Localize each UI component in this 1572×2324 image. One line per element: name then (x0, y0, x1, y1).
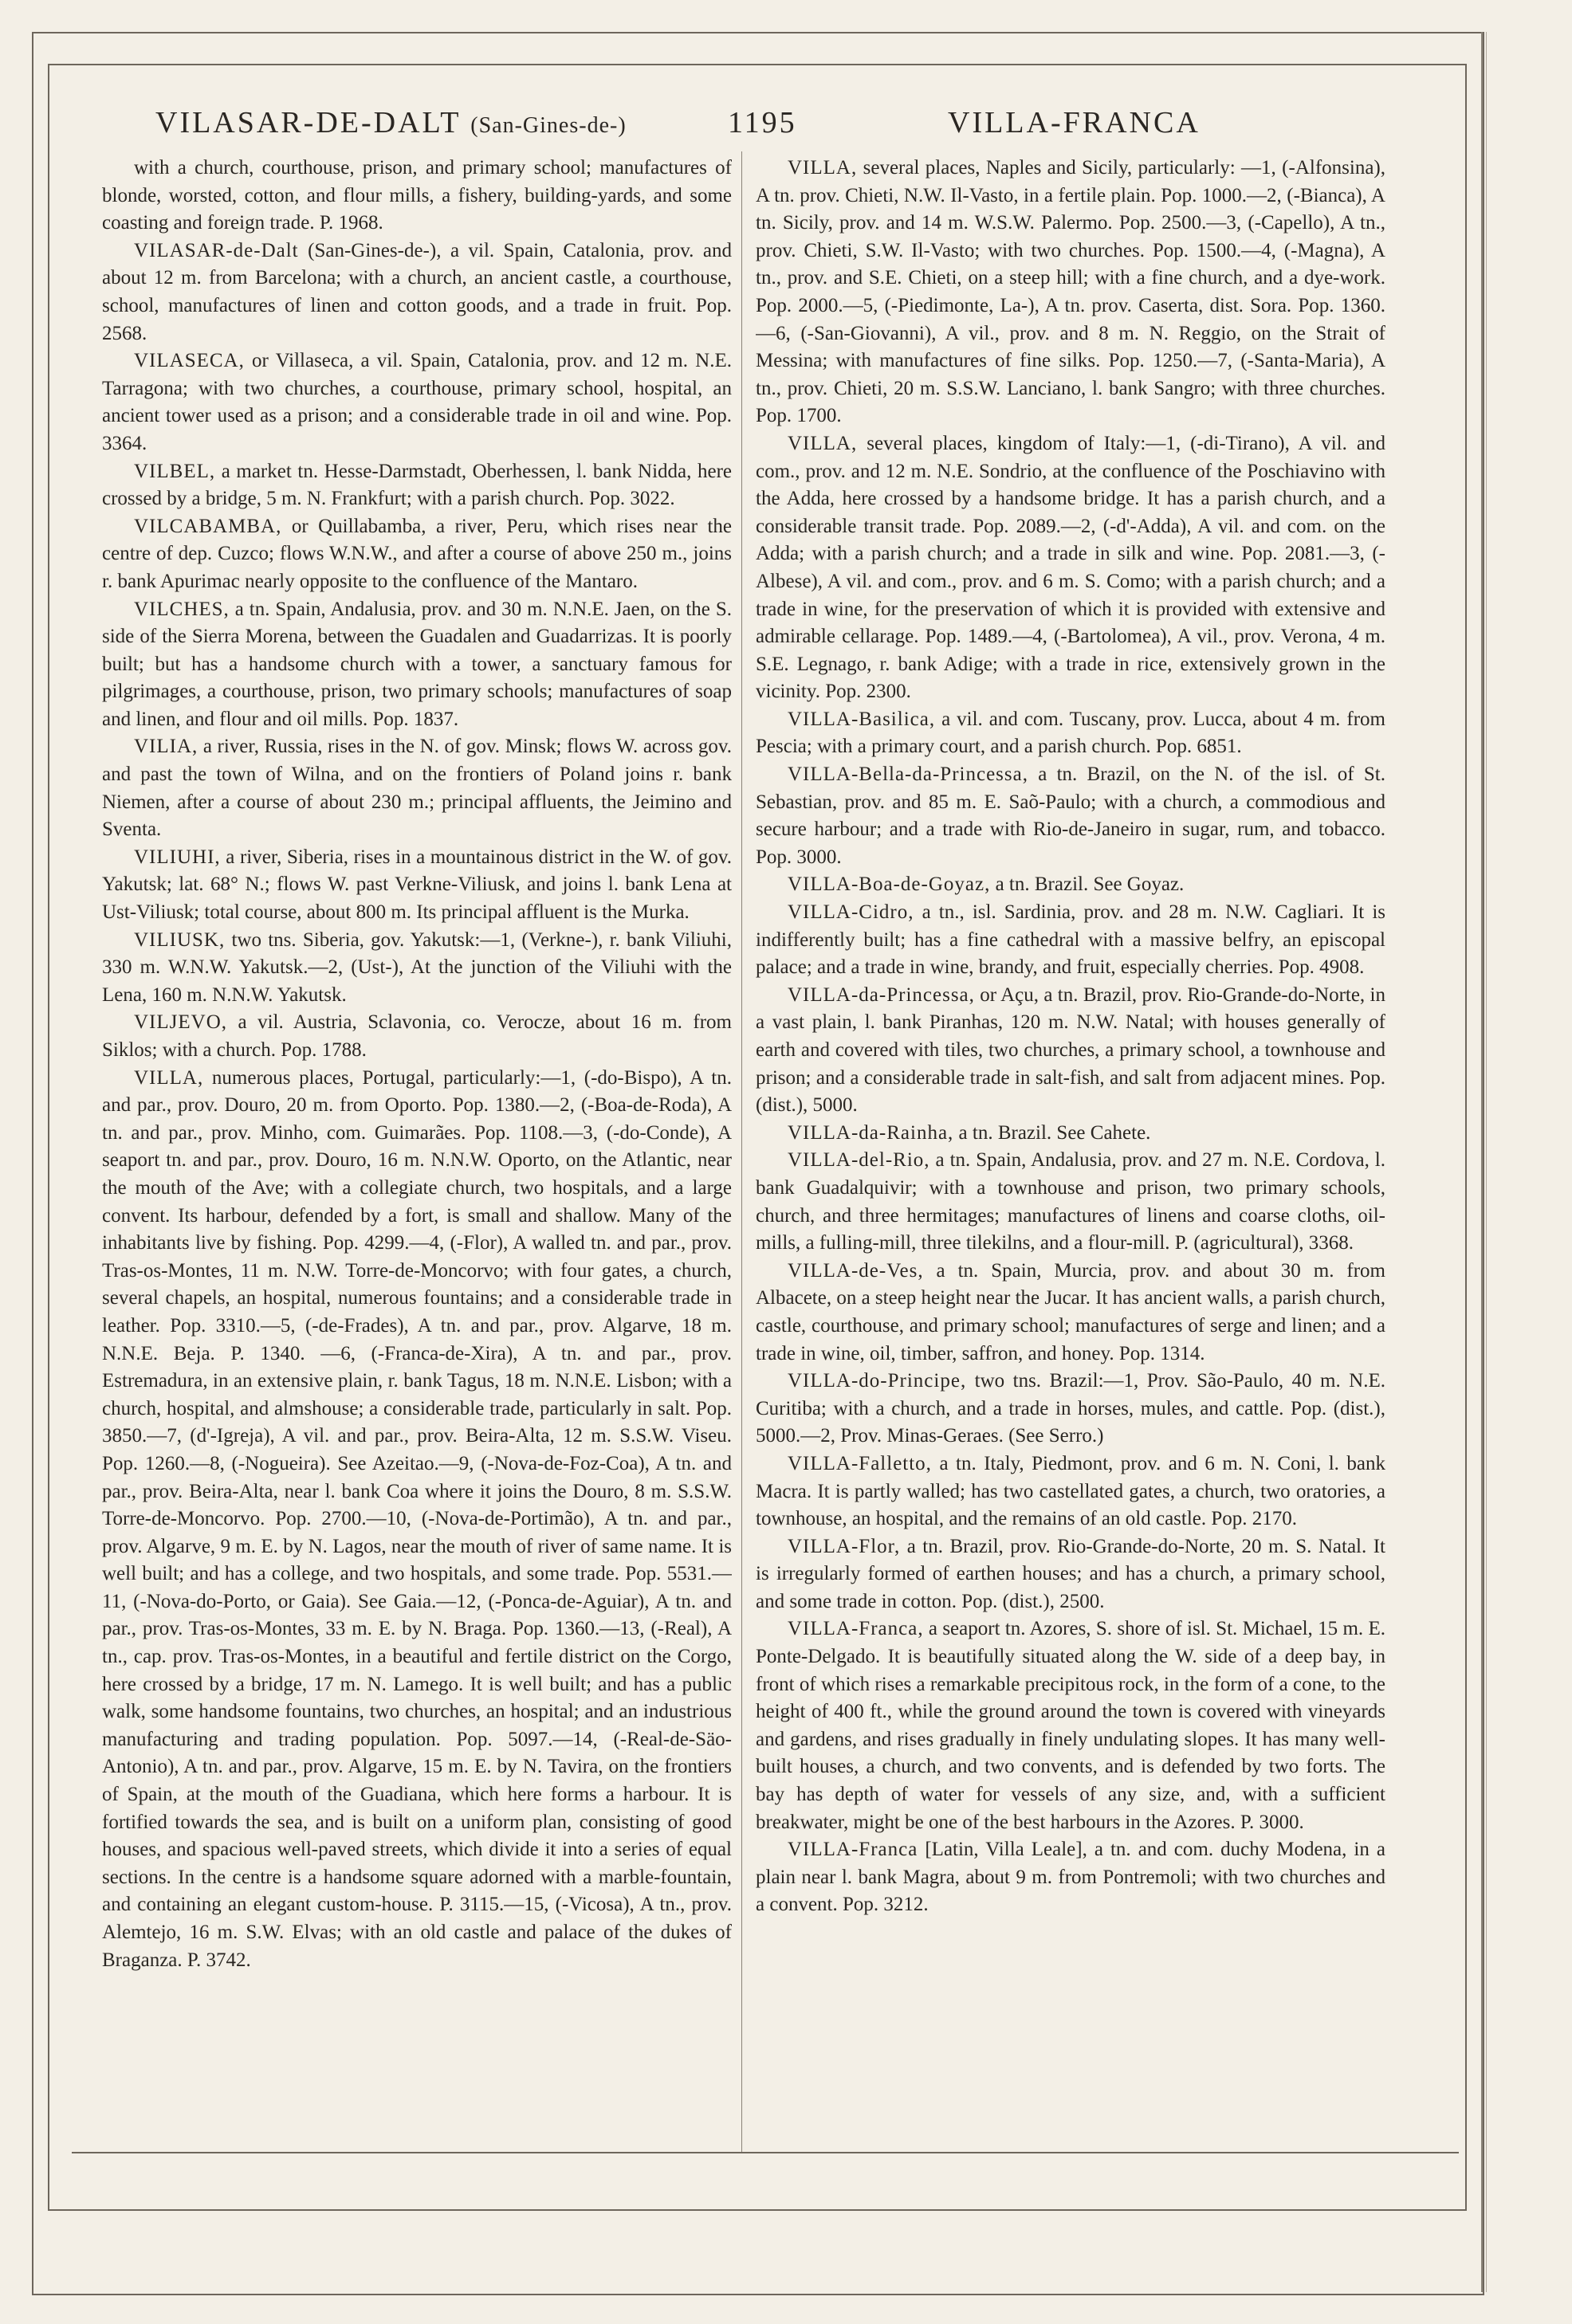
gazetteer-entry (102, 238, 732, 347)
entry-headword: VILLA-da-Princessa, (788, 983, 975, 1006)
entry-text: a market tn. Hesse-Darmstadt, Oberhessen, l. bank Nidda, here crossed by a bridge, 5 m. N. Frankfurt; with a parish church. Pop. 3022. (102, 460, 732, 510)
entry-text: or Quillabamba, a river, Peru, which rises near the centre of dep. Cuzco; flows W.N.W., and after a course of above 250 m., joins r. bank Apurimac nearly opposite to the confluence of the Mantaro. (102, 515, 732, 592)
entry-text: with a church, courthouse, prison, and primary school; manufactures of blonde, worsted, cotton, and flour mills, a fishery, building-yards, and some coasting and foreign trade. P. 1968. (102, 157, 732, 234)
entry-headword: VILLA-de-Ves, (788, 1259, 924, 1282)
entry-headword: VILLA-da-Rainha, (788, 1121, 954, 1144)
entry-text: a tn., isl. Sardinia, prov. and 28 m. N.W. Cagliari. It is indifferently built; has a fine cathedral with a massive belfry, an episcopal palace; and a trade in wine, brandy, and fruit, especially cherries. Pop. 4908. (756, 901, 1385, 979)
entry-text: several places, kingdom of Italy:—1, (-di-Tirano), A vil. and com., prov. and 12 m. N.E. Sondrio, at the confluence of the Poschiavino with the Adda, here crossed by a handsome bridge. It has a parish church, and a considerable transit trade. Pop. 2089.—2, (-d'-Adda), A vil. and com. on the Adda; with a parish church; and a trade in silk and wine. Pop. 2081.—3, (-Albese), A vil. and com., prov. and 6 m. S. Como; with a parish church; and a trade in wine, for the preservation of which it is provided with extensive and admirable cellarage. Pop. 1489.—4, (-Bartolomea), A vil., prov. Verona, 4 m. S.E. Legnago, r. bank Adige; with a trade in rice, extensively grown in the vicinity. Pop. 2300. (756, 432, 1385, 703)
gazetteer-entry (102, 596, 732, 734)
entry-headword: VILJEVO, (134, 1011, 228, 1034)
entry-text: a vil. Austria, Sclavonia, co. Verocze, about 16 m. from Siklos; with a church. Pop. 1788. (102, 1011, 732, 1061)
entry-headword: VILLA, (788, 157, 858, 179)
entry-text: [Latin, Villa Leale], a tn. and com. duchy Modena, in a plain near l. bank Magra, about 9 m. from Pontremoli; with two churches and a convent. Pop. 3212. (756, 1839, 1385, 1916)
entry-text: a tn. Brazil. See Goyaz. (990, 873, 1185, 896)
gazetteer-entry (756, 155, 1385, 430)
page-number: 1195 (728, 106, 797, 139)
entry-text: a tn. Italy, Piedmont, prov. and 6 m. N. Coni, l. bank Macra. It is partly walled; has two castellated gates, a church, two oratories, a townhouse, an hospital, and the remains of an old castle. Pop. 2170. (756, 1452, 1385, 1530)
gazetteer-entry (102, 155, 732, 238)
entry-headword: VILLA-Flor, (788, 1535, 901, 1557)
entry-text: a tn. Spain, Murcia, prov. and about 30 m. from Albacete, on a steep height near the Jucar. It has ancient walls, a parish church, castle, courthouse, and primary school; manufactures of serge and linen; and a trade in wine, oil, timber, saffron, and honey. Pop. 1314. (756, 1259, 1385, 1364)
header-left-subtitle: (San-Gines-de-) (470, 113, 627, 138)
gazetteer-entry (756, 761, 1385, 871)
entry-headword: VILLA-Bella-da-Princessa, (788, 764, 1028, 786)
left-column (102, 155, 732, 2155)
entry-text: two tns. Brazil:—1, Prov. São-Paulo, 40 m. N.E. Curitiba; with a church, and a trade in horses, mules, and cattle. Pop. (dist.), 5000.—2, Prov. Minas-Geraes. (See Serro.) (756, 1370, 1385, 1447)
gazetteer-entry (756, 1147, 1385, 1257)
entry-headword: VILLA-Cidro, (788, 901, 914, 924)
gazetteer-entry (756, 1368, 1385, 1451)
entry-text: a river, Russia, rises in the N. of gov. Minsk; flows W. across gov. and past the town of Wilna, and on the frontiers of Poland joins r. bank Niemen, after a course of about 230 m.; principal affluents, the Jeimino and Sventa. (102, 736, 732, 841)
gazetteer-entry (756, 1615, 1385, 1836)
gazetteer-entry (756, 1836, 1385, 1919)
gazetteer-entry (102, 844, 732, 927)
entry-text: (San-Gines-de-), a vil. Spain, Catalonia, prov. and about 12 m. from Barcelona; with a church, an ancient castle, a courthouse, school, manufactures of linen and cotton goods, and a trade in fruit. Pop. 2568. (102, 239, 732, 344)
gazetteer-entry (102, 513, 732, 596)
entry-headword: VILIA, (134, 736, 198, 758)
gazetteer-entry (756, 871, 1385, 899)
page-edge-line (1481, 32, 1483, 2292)
gazetteer-entry (102, 347, 732, 457)
gazetteer-entry (756, 1533, 1385, 1616)
entry-headword: VILCABAMBA, (134, 515, 282, 537)
entry-text: a vil. and com. Tuscany, prov. Lucca, about 4 m. from Pescia; with a primary court, and a parish church. Pop. 6851. (756, 708, 1385, 758)
entry-text: or Villaseca, a vil. Spain, Catalonia, prov. and 12 m. N.E. Tarragona; with two churches, a courthouse, primary school, hospital, an ancient tower used as a prison; and a considerable trade in oil and wine. Pop. 3364. (102, 350, 732, 454)
entry-headword: VILLA-Basilica, (788, 708, 936, 730)
gazetteer-entry (102, 1065, 732, 1975)
entry-text: or Açu, a tn. Brazil, prov. Rio-Grande-do-Norte, in a vast plain, l. bank Piranhas, 120 m. N.W. Natal; with houses generally of earth and covered with tiles, two churches, a primary school, a townhouse and prison; and a considerable trade in salt-fish, and salt from adjacent mines. Pop. (dist.), 5000. (756, 983, 1385, 1117)
entry-headword: VILIUSK, (134, 928, 226, 951)
entry-text: numerous places, Portugal, particularly:—1, (-do-Bispo), A tn. and par., prov. Douro, 20 m. from Oporto. Pop. 1380.—2, (-Boa-de-Roda), A tn. and par., prov. Minho, com. Guimarães. Pop. 1108.—3, (-do-Conde), A seaport tn. and par., prov. Douro, 16 m. N.N.W. Oporto, on the Atlantic, near the mouth of the Ave; with a collegiate church, two hospitals, and a large convent. Its harbour, defended by a fort, is small and shallow. Many of the inhabitants live by fishing. Pop. 4299.—4, (-Flor), A walled tn. and par., prov. Tras-os-Montes, 11 m. N.W. Torre-de-Moncorvo; with four gates, a church, several chapels, an hospital, numerous fountains; and a considerable trade in leather. Pop. 3310.—5, (-de-Frades), A tn. and par., prov. Algarve, 18 m. N.N.E. Beja. P. 1340. —6, (-Franca-de-Xira), A tn. and par., prov. Estremadura, in an extensive plain, r. bank Tagus, 18 m. N.N.E. Lisbon; with a church, hospital, and almshouse; a considerable trade, particularly in salt. Pop. 3850.—7, (d'-Igreja), A vil. and par., prov. Beira-Alta, 12 m. S.S.W. Viseu. Pop. 1260.—8, (-Nogueira). See Azeitao.—9, (-Nova-de-Foz-Coa), A tn. and par., prov. Beira-Alta, near l. bank Coa where it joins the Douro, 8 m. S.S.W. Torre-de-Moncorvo. Pop. 2700.—10, (-Nova-de-Portimão), A tn. and par., prov. Algarve, 9 m. E. by N. Lagos, near the mouth of river of same name. It is well built; and has a college, and two hospitals, and some trade. Pop. 5531.—11, (-Nova-do-Porto, or Gaia). See Gaia.—12, (-Ponca-de-Aguiar), A tn. and par., prov. Tras-os-Montes, 33 m. E. by N. Braga. Pop. 1360.—13, (-Real), A tn., cap. prov. Tras-os-Montes, in a beautiful and fertile district on the Corgo, here crossed by a bridge, 17 m. N. Lamego. It is well built; and has a public walk, some handsome fountains, two churches, an hospital; and an industrious manufacturing and trading population. Pop. 5097.—14, (-Real-de-Säo-Antonio), A tn. and par., prov. Algarve, 15 m. E. by N. Tavira, on the frontiers of Spain, at the mouth of the Guadiana, which here forms a harbour. It is fortified towards the sea, and is built on a uniform plan, consisting of good houses, and spacious well-paved streets, which divide it into a series of equal sections. In the centre is a handsome square adorned with a marble-fountain, and containing an elegant custom-house. P. 3115.—15, (-Vicosa), A tn., prov. Alemtejo, 16 m. S.W. Elvas; with an old castle and palace of the dukes of Braganza. P. 3742. (102, 1066, 732, 1971)
entry-headword: VILLA-Franca (788, 1839, 918, 1861)
entry-text: a tn. Spain, Andalusia, prov. and 30 m. N.N.E. Jaen, on the S. side of the Sierra Morena, between the Guadalen and Guadarrizas. It is poorly built; but has a handsome church with a tower, a sanctuary famous for pilgrimages, a courthouse, prison, two primary schools; manufactures of soap and linen, and flour and oil mills. Pop. 1837. (102, 598, 732, 730)
entry-text: a tn. Brazil. See Cahete. (953, 1121, 1151, 1144)
gazetteer-entry (756, 706, 1385, 761)
entry-headword: VILLA-del-Rio, (788, 1149, 930, 1172)
gazetteer-entry (102, 733, 732, 843)
page-edge-line-outer (1486, 32, 1487, 2292)
gazetteer-entry (756, 430, 1385, 706)
gazetteer-entry (102, 458, 732, 513)
column-divider (741, 151, 742, 2152)
header-right-title: VILLA-FRANCA (948, 106, 1201, 139)
entry-headword: VILCHES, (134, 598, 230, 620)
entry-headword: VILLA-do-Principe, (788, 1370, 967, 1392)
bottom-rule (72, 2152, 1459, 2153)
gazetteer-entry (756, 1258, 1385, 1368)
gazetteer-entry (756, 982, 1385, 1120)
gazetteer-entry (756, 899, 1385, 982)
entry-headword: VILLA-Boa-de-Goyaz, (788, 873, 991, 896)
gazetteer-entry (102, 927, 732, 1010)
entry-headword: VILLA, (134, 1066, 204, 1089)
entry-headword: VILASECA, (134, 350, 245, 372)
entry-text: a tn. Brazil, on the N. of the isl. of St. Sebastian, prov. and 85 m. E. Saõ-Paulo; with a church, a commodious and secure harbour; and a trade with Rio-de-Janeiro in sugar, rum, and tobacco. Pop. 3000. (756, 764, 1385, 868)
right-column (756, 155, 1385, 2155)
entry-headword: VILBEL, (134, 460, 216, 482)
entry-headword: VILIUHI, (134, 846, 221, 868)
gazetteer-entry (756, 1451, 1385, 1533)
entry-text: a tn. Spain, Andalusia, prov. and 27 m. N.E. Cordova, l. bank Guadalquivir; with a townhouse and prison, two primary schools, church, and three hermitages; manufactures of linens and coarse cloths, oil-mills, a fulling-mill, three tilekilns, and a flour-mill. P. (agricultural), 3368. (756, 1149, 1385, 1254)
entry-text: several places, Naples and Sicily, particularly: —1, (-Alfonsina), A tn. prov. Chieti, N.W. Il-Vasto, in a fertile plain. Pop. 1000.—2, (-Bianca), A tn. Sicily, prov. and 14 m. W.S.W. Palermo. Pop. 2500.—3, (-Capello), A tn., prov. Chieti, S.W. Il-Vasto; with two churches. Pop. 1500.—4, (-Magna), A tn., prov. and S.E. Chieti, on a steep hill; with a fine church, and a dye-work. Pop. 2000.—5, (-Piedimonte, La-), A tn. prov. Caserta, dist. Sora. Pop. 1360.—6, (-San-Giovanni), A vil., prov. and 8 m. N. Reggio, on the Strait of Messina; with manufactures of fine silks. Pop. 1250.—7, (-Santa-Maria), A tn., prov. Chieti, 20 m. S.S.W. Lanciano, l. bank Sangro; with three churches. Pop. 1700. (756, 157, 1385, 427)
entry-text: a tn. Brazil, prov. Rio-Grande-do-Norte, 20 m. S. Natal. It is irregularly formed of earthen houses; and has a church, a primary school, and some trade in cotton. Pop. (dist.), 2500. (756, 1535, 1385, 1612)
entry-headword: VILLA-Falletto, (788, 1452, 932, 1474)
entry-headword: VILLA, (788, 432, 858, 454)
entry-text: a river, Siberia, rises in a mountainous district in the W. of gov. Yakutsk; lat. 68° N.; flows W. past Verkne-Viliusk, and joins l. bank Lena at Ust-Viliusk; total course, about 800 m. Its principal affluent is the Murka. (102, 846, 732, 924)
entry-text: a seaport tn. Azores, S. shore of isl. St. Michael, 15 m. E. Ponte-Delgado. It is beautifully situated along the W. side of a deep bay, in front of which rises a remarkable precipitous rock, in the form of a cone, to the height of 400 ft., while the ground around the town is covered with vineyards and gardens, and rises gradually in finely undulating slopes. It has many well-built houses, a church, and two convents, and is defended by two forts. The bay has depth of water for vessels of any size, and, with a sufficient breakwater, might be one of the best harbours in the Azores. P. 3000. (756, 1618, 1385, 1833)
gazetteer-entry (102, 1009, 732, 1064)
entry-headword: VILASAR-de-Dalt (134, 239, 299, 261)
entry-text: two tns. Siberia, gov. Yakutsk:—1, (Verkne-), r. bank Viliuhi, 330 m. W.N.W. Yakutsk.—2, (Ust-), At the junction of the Viliuhi with the Lena, 160 m. N.N.W. Yakutsk. (102, 928, 732, 1006)
gazetteer-entry (756, 1120, 1385, 1148)
running-header (112, 97, 1459, 145)
entry-headword: VILLA-Franca, (788, 1618, 924, 1640)
header-left-title: VILASAR-DE-DALT (San-Gines-de-) (155, 106, 627, 139)
